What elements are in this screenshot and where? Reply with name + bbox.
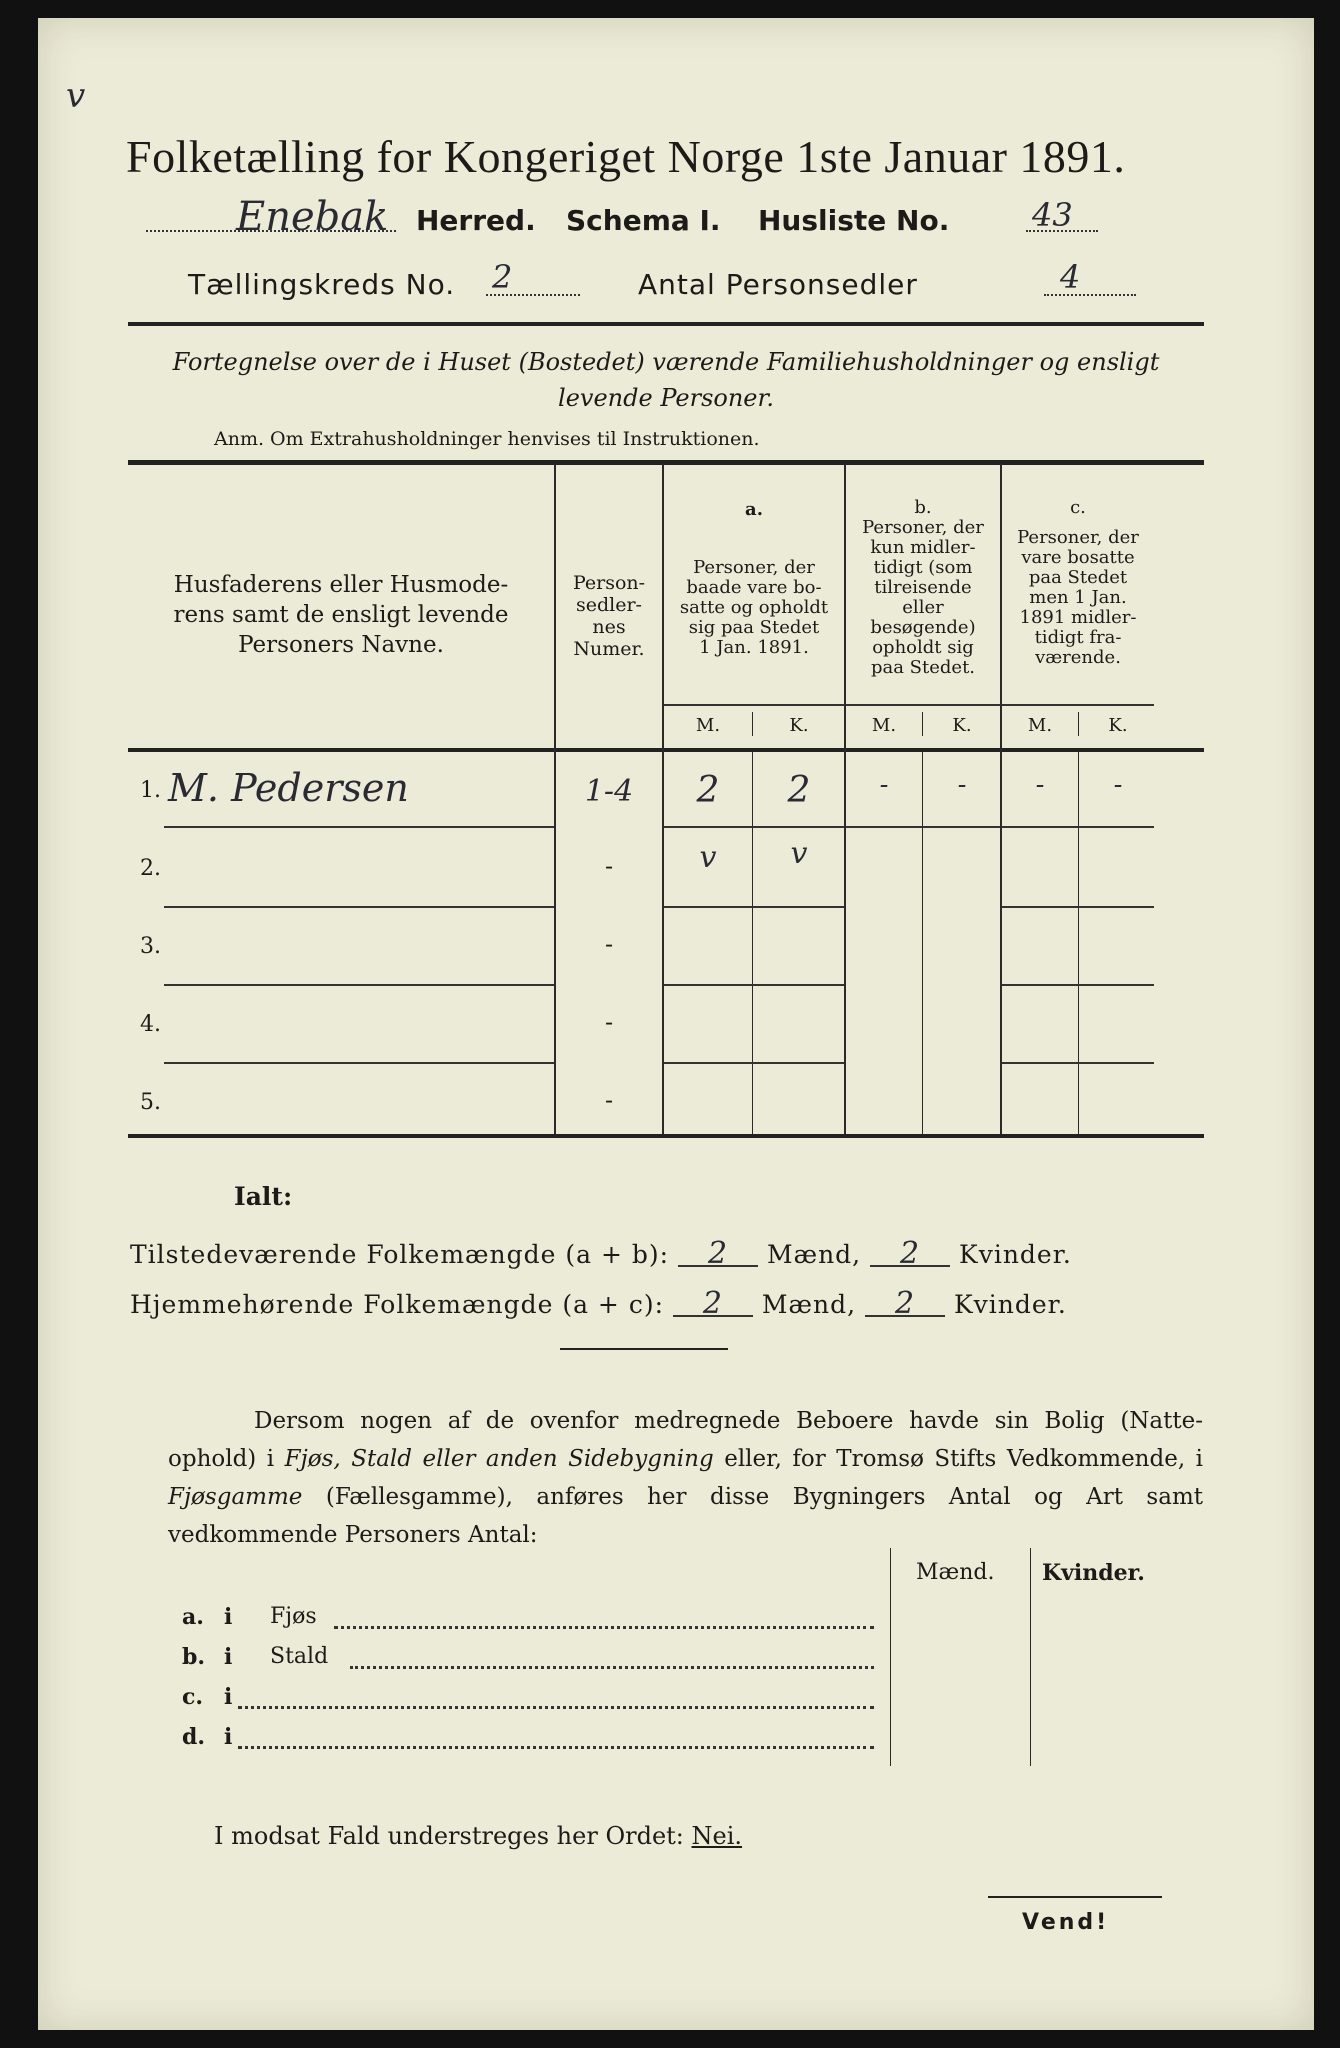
modsat-line xyxy=(214,1822,742,1850)
header-rule xyxy=(128,322,1204,326)
row-rule-a xyxy=(664,826,844,828)
col-b-line-1: Personer, der xyxy=(862,517,984,538)
outbuilding-i: i xyxy=(224,1724,233,1750)
para-text-2: Fjøs, Stald eller anden Sidebygning xyxy=(284,1446,714,1472)
col-b-k-label: K. xyxy=(952,715,972,736)
vend-rule xyxy=(988,1896,1162,1898)
name-column-header xyxy=(128,570,554,660)
header-row-2 xyxy=(188,258,1188,308)
name-header-line-3: Personers Navne. xyxy=(238,632,444,658)
outbuilding-i: i xyxy=(224,1644,233,1670)
outbuilding-instructions xyxy=(168,1402,1203,1554)
household-table xyxy=(128,460,1204,1160)
outbuilding-dots xyxy=(238,1706,874,1709)
para-text-3: eller, for Tromsø Stifts Vedkommende, i xyxy=(713,1446,1204,1472)
census-form-sheet xyxy=(38,18,1314,2030)
col-c-line-2: vare bosatte xyxy=(1021,547,1135,568)
total-present-label: Tilstedeværende Folkemængde (a + b): xyxy=(130,1240,670,1269)
total-present-men: 2 xyxy=(678,1243,758,1267)
total-resident-men: 2 xyxy=(673,1293,753,1317)
table-row xyxy=(128,908,1204,986)
maend-label: Mænd, xyxy=(766,1240,862,1269)
antal-dots xyxy=(1044,294,1136,296)
outbuilding-row xyxy=(134,1684,884,1724)
herred-value: Enebak xyxy=(236,194,389,240)
para-text-4: Fjøsgamme xyxy=(168,1484,303,1510)
total-resident-label: Hjemmehørende Folkemængde (a + c): xyxy=(130,1290,664,1319)
mk-sep-a xyxy=(752,712,753,736)
table-row xyxy=(128,1064,1204,1134)
col-a-k-label: K. xyxy=(789,715,809,736)
col-a-letter: a. xyxy=(745,499,763,520)
outbuilding-dots xyxy=(238,1746,874,1749)
husliste-value: 43 xyxy=(1032,196,1073,234)
outbuilding-men-header: Mænd. xyxy=(916,1560,995,1585)
number-column-header xyxy=(556,572,662,660)
col-c-line-6: tidigt fra- xyxy=(1034,627,1122,648)
maend-label: Mænd, xyxy=(761,1290,857,1319)
antal-value: 4 xyxy=(1060,258,1081,296)
outbuilding-row xyxy=(134,1644,884,1684)
table-top-rule xyxy=(128,460,1204,465)
outbuilding-label: Fjøs xyxy=(270,1604,317,1629)
row-number: 4. xyxy=(140,1012,161,1037)
outbuilding-women-header: Kvinder. xyxy=(1042,1560,1145,1586)
margin-mark: v xyxy=(66,76,86,116)
col-b-line-6: besøgende) xyxy=(870,617,976,638)
col-a-m-label: M. xyxy=(695,715,721,736)
col-a-line-1: Personer, der xyxy=(693,557,815,578)
outbuilding-row xyxy=(134,1604,884,1644)
schema-label: Schema I. xyxy=(566,204,721,237)
mk-line-c xyxy=(1002,704,1154,706)
outbuilding-letter: d. xyxy=(182,1724,206,1750)
kvinder-label: Kvinder. xyxy=(953,1290,1067,1319)
table-row xyxy=(128,986,1204,1064)
intro-text: Fortegnelse over de i Huset (Bostedet) værende Familiehusholdninger og ensligt levende Personer. xyxy=(172,348,1160,412)
c-men: - xyxy=(1035,770,1045,800)
header-row-1 xyxy=(146,194,1206,244)
row-number: 3. xyxy=(140,934,161,959)
household-name: M. Pedersen xyxy=(168,766,409,810)
nei-word: Nei. xyxy=(691,1822,743,1850)
outbuilding-letter: c. xyxy=(182,1684,204,1710)
col-b-line-2: kun midler- xyxy=(870,537,976,558)
col-b-m-label: M. xyxy=(871,715,897,736)
table-row xyxy=(128,752,1204,830)
col-c-header xyxy=(1002,498,1154,668)
section-divider xyxy=(560,1348,728,1350)
col-a-line-2: baade vare bo- xyxy=(686,577,822,598)
a-women: 2 xyxy=(787,770,811,811)
outbuilding-table xyxy=(134,1548,1214,1778)
a-men: 2 xyxy=(696,770,720,811)
col-a-line-4: sig paa Stedet xyxy=(688,617,820,638)
total-present-women: 2 xyxy=(870,1243,950,1267)
total-present-line xyxy=(130,1236,1072,1271)
col-b-header xyxy=(846,498,1000,678)
form-title: Folketælling for Kongeriget Norge 1ste Januar 1891. xyxy=(126,131,1126,182)
kvinder-label: Kvinder. xyxy=(959,1240,1072,1269)
total-resident-line xyxy=(130,1286,1067,1321)
mk-line-a xyxy=(664,704,844,706)
outbuilding-letter: a. xyxy=(182,1604,204,1630)
kreds-value: 2 xyxy=(492,258,513,296)
col-b-letter: b. xyxy=(914,497,932,518)
a-women: v xyxy=(790,836,808,871)
row-rule xyxy=(164,826,554,828)
row-rule-b xyxy=(846,826,1000,828)
name-header-line-1: Husfaderens eller Husmode- xyxy=(173,572,509,598)
col-c-line-5: 1891 midler- xyxy=(1019,607,1137,628)
a-men: v xyxy=(699,840,717,875)
row-number: 5. xyxy=(140,1090,161,1115)
personsedler-number: - xyxy=(604,1008,614,1036)
husliste-label: Husliste No. xyxy=(758,204,950,237)
outbuilding-dots xyxy=(350,1666,874,1669)
table-bottom-rule xyxy=(128,1134,1204,1138)
herred-label: Herred. xyxy=(416,204,536,237)
para-text-5: (Fællesgamme), anføres her disse Bygningers Antal og Art samt vedkommende Personers Antal: xyxy=(168,1484,1203,1548)
num-header-line-3: nes xyxy=(592,616,626,638)
row-number: 1. xyxy=(140,778,161,803)
mk-sep-c xyxy=(1078,712,1079,736)
col-b-line-4: tilreisende xyxy=(874,577,972,598)
col-c-line-7: værende. xyxy=(1035,647,1121,668)
num-header-line-1: Person- xyxy=(572,572,646,594)
outbuilding-i: i xyxy=(224,1684,233,1710)
b-men: - xyxy=(879,770,889,800)
col-a-line-3: satte og opholdt xyxy=(679,597,829,618)
modsat-text: I modsat Fald understreges her Ordet: xyxy=(214,1822,684,1850)
outbuilding-row xyxy=(134,1724,884,1764)
outbuilding-letter: b. xyxy=(182,1644,206,1670)
anm-note: Anm. Om Extrahusholdninger henvises til Instruktionen. xyxy=(214,428,760,450)
b-women: - xyxy=(957,770,967,800)
col-a-header xyxy=(664,500,844,658)
col-c-m-label: M. xyxy=(1027,715,1053,736)
col-a-line-5: 1 Jan. 1891. xyxy=(699,637,809,658)
row-number: 2. xyxy=(140,856,161,881)
total-resident-women: 2 xyxy=(865,1293,945,1317)
col-c-k-label: K. xyxy=(1108,715,1128,736)
col-c-letter: c. xyxy=(1070,497,1086,518)
num-header-line-2: sedler- xyxy=(576,594,642,616)
personsedler-number: - xyxy=(604,1086,614,1114)
outbuilding-divider-1 xyxy=(890,1548,891,1766)
col-b-line-3: tidigt (som xyxy=(873,557,973,578)
vend-label: Vend! xyxy=(1022,1910,1110,1935)
outbuilding-dots xyxy=(334,1626,874,1629)
ialt-label: Ialt: xyxy=(234,1182,293,1211)
col-c-line-4: men 1 Jan. xyxy=(1029,587,1127,608)
personsedler-number: 1-4 xyxy=(584,774,634,809)
col-c-line-1: Personer, der xyxy=(1017,527,1139,548)
col-b-line-7: opholdt sig xyxy=(872,637,974,658)
kreds-label: Tællingskreds No. xyxy=(188,268,456,301)
para-text-1: Dersom nogen af de ovenfor medregnede Beboere havde sin Bolig (Natte-ophold) i xyxy=(168,1408,1203,1472)
c-women: - xyxy=(1113,770,1123,800)
num-header-line-4: Numer. xyxy=(573,638,645,660)
row-rule-c xyxy=(1002,826,1154,828)
table-row xyxy=(128,830,1204,908)
outbuilding-i: i xyxy=(224,1604,233,1630)
personsedler-number: - xyxy=(604,852,614,880)
mk-line-b xyxy=(846,704,1000,706)
outbuilding-label: Stald xyxy=(270,1644,329,1669)
personsedler-number: - xyxy=(604,930,614,958)
col-c-line-3: paa Stedet xyxy=(1028,567,1128,588)
col-b-line-5: eller xyxy=(902,597,944,618)
name-header-line-2: rens samt de ensligt levende xyxy=(173,602,509,628)
antal-label: Antal Personsedler xyxy=(638,268,918,301)
col-b-line-8: paa Stedet. xyxy=(870,657,976,678)
mk-sep-b xyxy=(922,712,923,736)
outbuilding-divider-2 xyxy=(1030,1548,1031,1766)
